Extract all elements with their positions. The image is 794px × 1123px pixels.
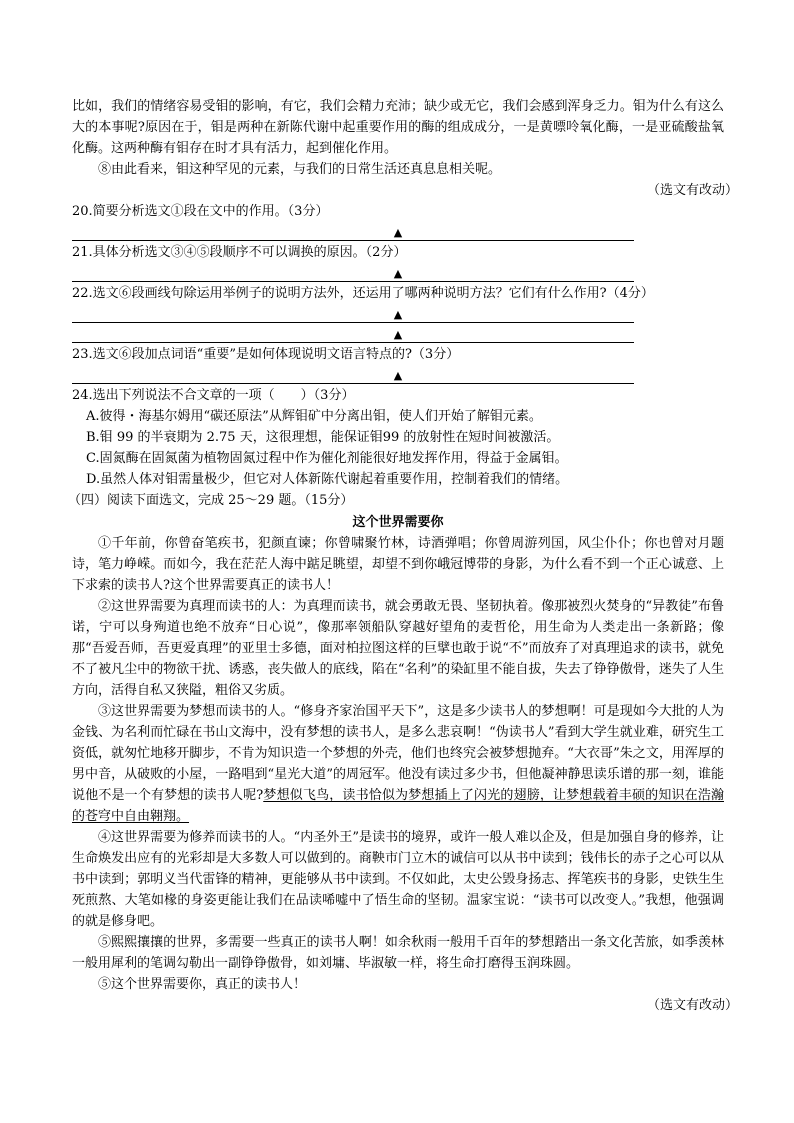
source-note: （选文有改动） [646,998,738,1013]
passage-paragraph-8: ⑧由此看来，钼这种罕见的元素，与我们的日常生活还真息息相关呢。 [98,162,502,177]
option-c[interactable]: C.固氮酶在固氮菌为植物固氮过程中作为催化剂能很好地发挥作用，得益于金属钼。 [86,451,568,466]
answer-line[interactable] [72,263,724,283]
answer-line[interactable] [72,222,724,242]
exam-page [68,96,738,1016]
underlined-sentence: 梦想似飞鸟，读书恰似为梦想插上了闪光的翅膀，让梦想载着丰硕的知识在浩瀚的苍穹中自由翱翔。 [72,788,724,824]
option-d[interactable]: D.虽然人体对钼需量极少，但它对人体新陈代谢起着重要作用，控制着我们的情绪。 [86,472,569,487]
answer-line[interactable] [72,365,724,385]
paragraph-3-text: ③这世界需要为梦想而读书的人。“修身齐家治国平天下”，这是多少读书人的梦想啊！可是现如今大批的人为金钱、为名利而忙碌在书山文海中，没有梦想的读书人，是多么悲哀啊！“伪读书人”看到大学生就业难，研究生工资低，就匆忙地移开脚步，不肯为知识造一个梦想的外壳，他们也终究会被梦想抛弃。“大衣哥”朱之文，用浑厚的男中音，从破败的小屋，一路唱到“星光大道”的周冠军。他没有读过多少书，但他凝神静思读乐谱的那一刻，谁能说他不是一个有梦想的读书人呢? [72,704,724,803]
article-title: 这个世界需要你 [352,515,444,530]
answer-line[interactable] [72,324,724,344]
answer-marker-icon: ▲ [393,267,403,280]
article-paragraph-2: ②这世界需要为真理而读书的人：为真理而读书，就会勇敢无畏、坚韧执着。像那被烈火焚身的“异教徒”布鲁诺，宁可以身殉道也绝不放弃“日心说”，像那率领船队穿越好望角的麦哲伦，用生命为人类走出一条新路；像那“吾爱吾师，吾更爱真理”的亚里士多德，面对柏拉图这样的巨擘也敢于说“不”而放弃了对真理追求的读书，就免不了被凡尘中的物欲干扰、诱惑，丧失做人的底线，陷在“名利”的染缸里不能自拔，失去了铮铮傲骨，迷失了人生方向，活得自私又狭隘，粗俗又劣质。 [72,599,724,698]
source-note: （选文有改动） [646,183,738,198]
option-b[interactable]: B.钼 99 的半衰期为 2.75 天，这很理想，能保证钼99 的放射性在短时间被激活。 [86,430,560,445]
option-a[interactable]: A.彼得・海基尔姆用“碳还原法”从辉钼矿中分离出钼，使人们开始了解钼元素。 [86,409,542,424]
question-23: 23.选文⑥段加点词语“重要”是如何体现说明文语言特点的?（3分） [72,347,460,362]
passage-paragraph-continued: 比如，我们的情绪容易受钼的影响，有它，我们会精力充沛；缺少或无它，我们会感到浑身乏力。钼为什么有这么大的本事呢?原因在于，钼是两种在新陈代谢中起重要作用的酶的组成成分，一是黄嘌呤氧化酶，一是亚硫酸盐氧化酶。这两种酶有钼存在时才具有活力，起到催化作用。 [72,99,724,156]
article-paragraph-3 [72,701,724,827]
question-21: 21.具体分析选文③④⑤段顺序不可以调换的原因。（2分） [72,245,407,260]
question-22: 22.选文⑥段画线句除运用举例子的说明方法外，还运用了哪两种说明方法？它们有什么作用?（4分） [72,286,654,301]
question-20: 20.简要分析选文①段在文中的作用。（3分） [72,204,329,219]
answer-marker-icon: ▲ [393,226,403,239]
answer-marker-icon: ▲ [393,308,403,321]
question-24: 24.选出下列说法不合文章的一项（ ）（3分） [72,388,355,403]
answer-marker-icon: ▲ [393,328,403,341]
answer-marker-icon: ▲ [393,369,403,382]
answer-line[interactable] [72,304,724,324]
article-paragraph-1: ①千年前，你曾奋笔疾书，犯颜直谏；你曾啸聚竹林，诗酒弹唱；你曾周游列国，风尘仆仆；你也曾对月题诗，笔力峥嵘。而如今，我在茫茫人海中踮足眺望，却望不到你峨冠博带的身影，为什么看不到一个正心诚意、上下求索的读书人?这个世界需要真正的读书人！ [72,536,724,593]
article-paragraph-5: ⑤熙熙攘攘的世界，多需要一些真正的读书人啊！如余秋雨一般用千百年的梦想踏出一条文化苦旅，如季羡林一般用犀利的笔调勾勒出一副铮铮傲骨，如刘墉、毕淑敏一样，将生命打磨得玉润珠圆。 [72,935,724,971]
article-paragraph-4: ④这世界需要为修养而读书的人。“内圣外王”是读书的境界，或许一般人难以企及，但是加强自身的修养，让生命焕发出应有的光彩却是大多数人可以做到的。商鞅市门立木的诚信可以从书中读到；钱伟长的赤子之心可以从书中读到；郭明义当代雷锋的精神，更能够从书中读到。不仅如此，太史公毁身扬志、挥笔疾书的身影，史铁生生死煎熬、大笔如椽的身姿更能让我们在品读唏嘘中了悟生命的坚韧。温家宝说：“读书可以改变人。”我想，他强调的就是修身吧。 [72,830,724,929]
article-paragraph-6: ⑤这个世界需要你，真正的读书人！ [98,977,307,992]
section-heading: （四）阅读下面选文，完成 25～29 题。（15分） [68,493,354,508]
